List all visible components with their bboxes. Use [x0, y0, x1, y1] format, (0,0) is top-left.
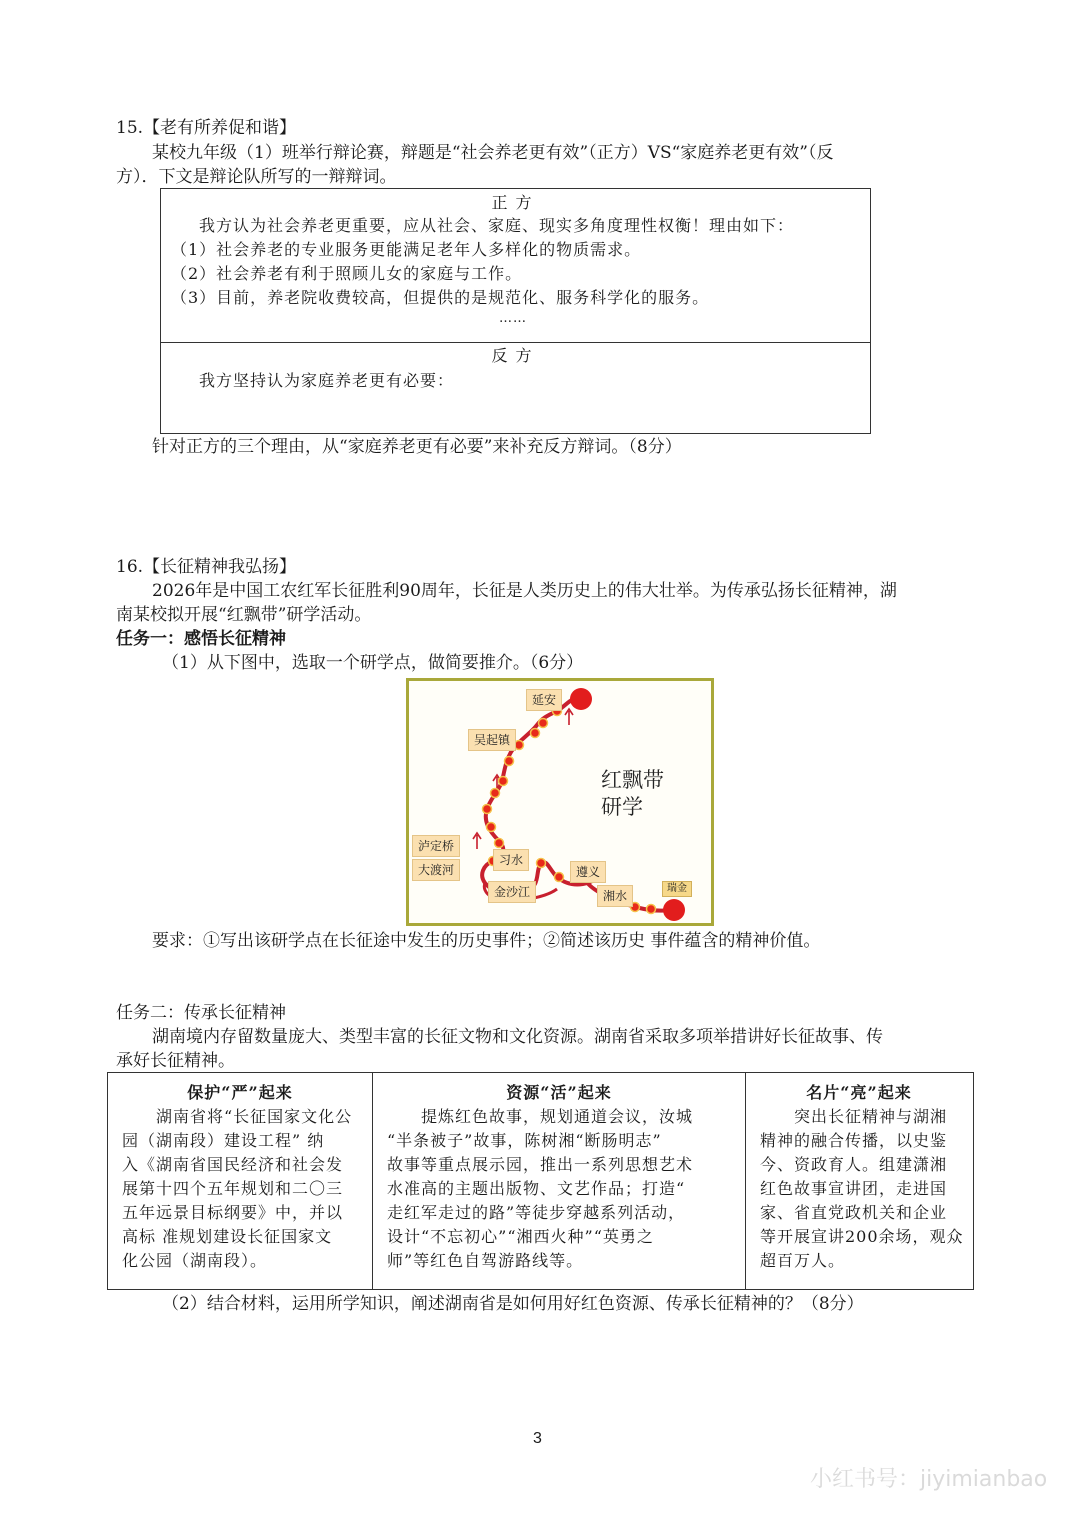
table-col-line: 展第十四个五年规划和二〇三	[122, 1179, 344, 1198]
label-zunyi: 遵义	[570, 861, 606, 883]
ruijin-dot	[663, 899, 685, 921]
table-col-heading: 资源“活”起来	[506, 1083, 612, 1102]
table-col-line: 精神的融合传播，以史鉴	[760, 1131, 948, 1150]
con-side-heading: 反方	[491, 346, 540, 365]
table-col-line: 今、资政育人。组建潇湘	[760, 1155, 948, 1174]
label-ruijin: 瑞金	[662, 881, 692, 897]
q15-intro-line1: 某校九年级（1）班举行辩论赛，辩题是“社会养老更有效”（正方）VS“家庭养老更有效”（反	[152, 143, 834, 163]
table-col-line: 超百万人。	[760, 1251, 846, 1270]
debate-box	[160, 188, 871, 434]
table-col-line: 走红军走过的路”等徒步穿越系列活动，	[387, 1203, 686, 1222]
page-number: 3	[533, 1430, 542, 1447]
label-ludingqiao: 泸定桥	[412, 835, 460, 857]
pro-reason-2: （2）社会养老有利于照顾儿女的家庭与工作。	[171, 264, 523, 283]
task2-intro-line2: 承好长征精神。	[116, 1051, 235, 1071]
table-col-line: 故事等重点展示园，推出一系列思想艺术	[387, 1155, 694, 1174]
task1-question: （1）从下图中，选取一个研学点，做简要推介。（6分）	[162, 653, 584, 673]
table-col-line: 师”等红色自驾游路线等。	[387, 1251, 584, 1270]
table-col-line: 园（湖南段）建设工程” 纳	[122, 1131, 325, 1150]
pro-reason-1: （1）社会养老的专业服务更能满足老年人多样化的物质需求。	[171, 240, 642, 259]
label-wuqizhen: 吴起镇	[468, 729, 516, 751]
table-col-protect	[108, 1073, 372, 1289]
pro-side-lead: 我方认为社会养老更重要，应从社会、家庭、现实多角度理性权衡！理由如下：	[199, 216, 795, 235]
long-march-map	[406, 678, 714, 926]
table-col-line: 突出长征精神与湖湘	[760, 1107, 948, 1126]
pro-ellipsis: ……	[499, 311, 527, 326]
task2-title: 任务二：传承长征精神	[116, 1003, 286, 1023]
con-side-lead: 我方坚持认为家庭养老更有必要：	[199, 371, 455, 390]
table-col-line: 红色故事宣讲团，走进国	[760, 1179, 948, 1198]
q16-intro-line2: 南某校拟开展“红飘带”研学活动。	[116, 605, 372, 625]
q16-title: 16.【长征精神我弘扬】	[116, 557, 297, 577]
task1-requirement: 要求：①写出该研学点在长征途中发生的历史事件；②简述该历史 事件蕴含的精神价值。	[152, 931, 821, 951]
q15-title: 15.【老有所养促和谐】	[116, 118, 297, 138]
table-col-heading: 名片“亮”起来	[806, 1083, 912, 1102]
label-jinshajiang: 金沙江	[488, 881, 536, 903]
table-col-line: 湖南省将“长征国家文化公	[122, 1107, 353, 1126]
q15-intro-line2: 方）．下文是辩论队所写的一辩辩词。	[116, 167, 397, 187]
yanan-dot	[570, 688, 592, 710]
q15-task: 针对正方的三个理由，从“家庭养老更有必要”来补充反方辩词。（8分）	[152, 437, 682, 457]
table-col-line: 化公园（湖南段）。	[122, 1251, 268, 1270]
q16-intro-line1: 2026年是中国工农红军长征胜利90周年，长征是人类历史上的伟大壮举。为传承弘扬长征精神，湖	[152, 581, 897, 601]
table-col-resources	[372, 1073, 745, 1289]
label-xiangshui: 湘水	[597, 885, 633, 907]
table-col-line: 高标 准规划建设长征国家文	[122, 1227, 333, 1246]
pro-reason-3: （3）目前，养老院收费较高，但提供的是规范化、服务科学化的服务。	[171, 288, 710, 307]
measures-table	[107, 1072, 974, 1290]
table-col-line: 等开展宣讲200余场，观众	[760, 1227, 964, 1246]
label-daduhe: 大渡河	[412, 859, 460, 881]
table-col-line: “半条被子”故事，陈树湘“断肠明志”	[387, 1131, 662, 1150]
map-title-line1: 红飘带	[601, 768, 664, 792]
table-col-heading: 保护“严”起来	[187, 1083, 293, 1102]
route-arrow-3	[473, 833, 481, 849]
table-col-namecard	[745, 1073, 972, 1289]
table-col-line: 入《湖南省国民经济和社会发	[122, 1155, 344, 1174]
watermark: 小红书号：jiyimianbao	[810, 1467, 1048, 1492]
task2-intro-line1: 湖南境内存留数量庞大、类型丰富的长征文物和文化资源。湖南省采取多项举措讲好长征故事、传	[152, 1027, 883, 1047]
table-col-line: 水准高的主题出版物、文艺作品；打造“	[387, 1179, 686, 1198]
task2-question: （2）结合材料，运用所学知识，阐述湖南省是如何用好红色资源、传承长征精神的？（8分）	[162, 1294, 864, 1314]
table-col-line: 家、省直党政机关和企业	[760, 1203, 948, 1222]
label-yanan: 延安	[526, 689, 562, 711]
label-xishui: 习水	[493, 849, 529, 871]
map-title-line2: 研学	[601, 795, 643, 819]
pro-side-heading: 正方	[491, 193, 540, 212]
box-divider	[161, 342, 870, 343]
table-col-line: 设计“不忘初心”“湘西火种”“英勇之	[387, 1227, 654, 1246]
table-col-line: 五年远景目标纲要》中，并以	[122, 1203, 344, 1222]
table-col-line: 提炼红色故事，规划通道会议，汝城	[387, 1107, 694, 1126]
route-arrow-2	[565, 709, 573, 725]
task1-title: 任务一：感悟长征精神	[116, 629, 286, 649]
